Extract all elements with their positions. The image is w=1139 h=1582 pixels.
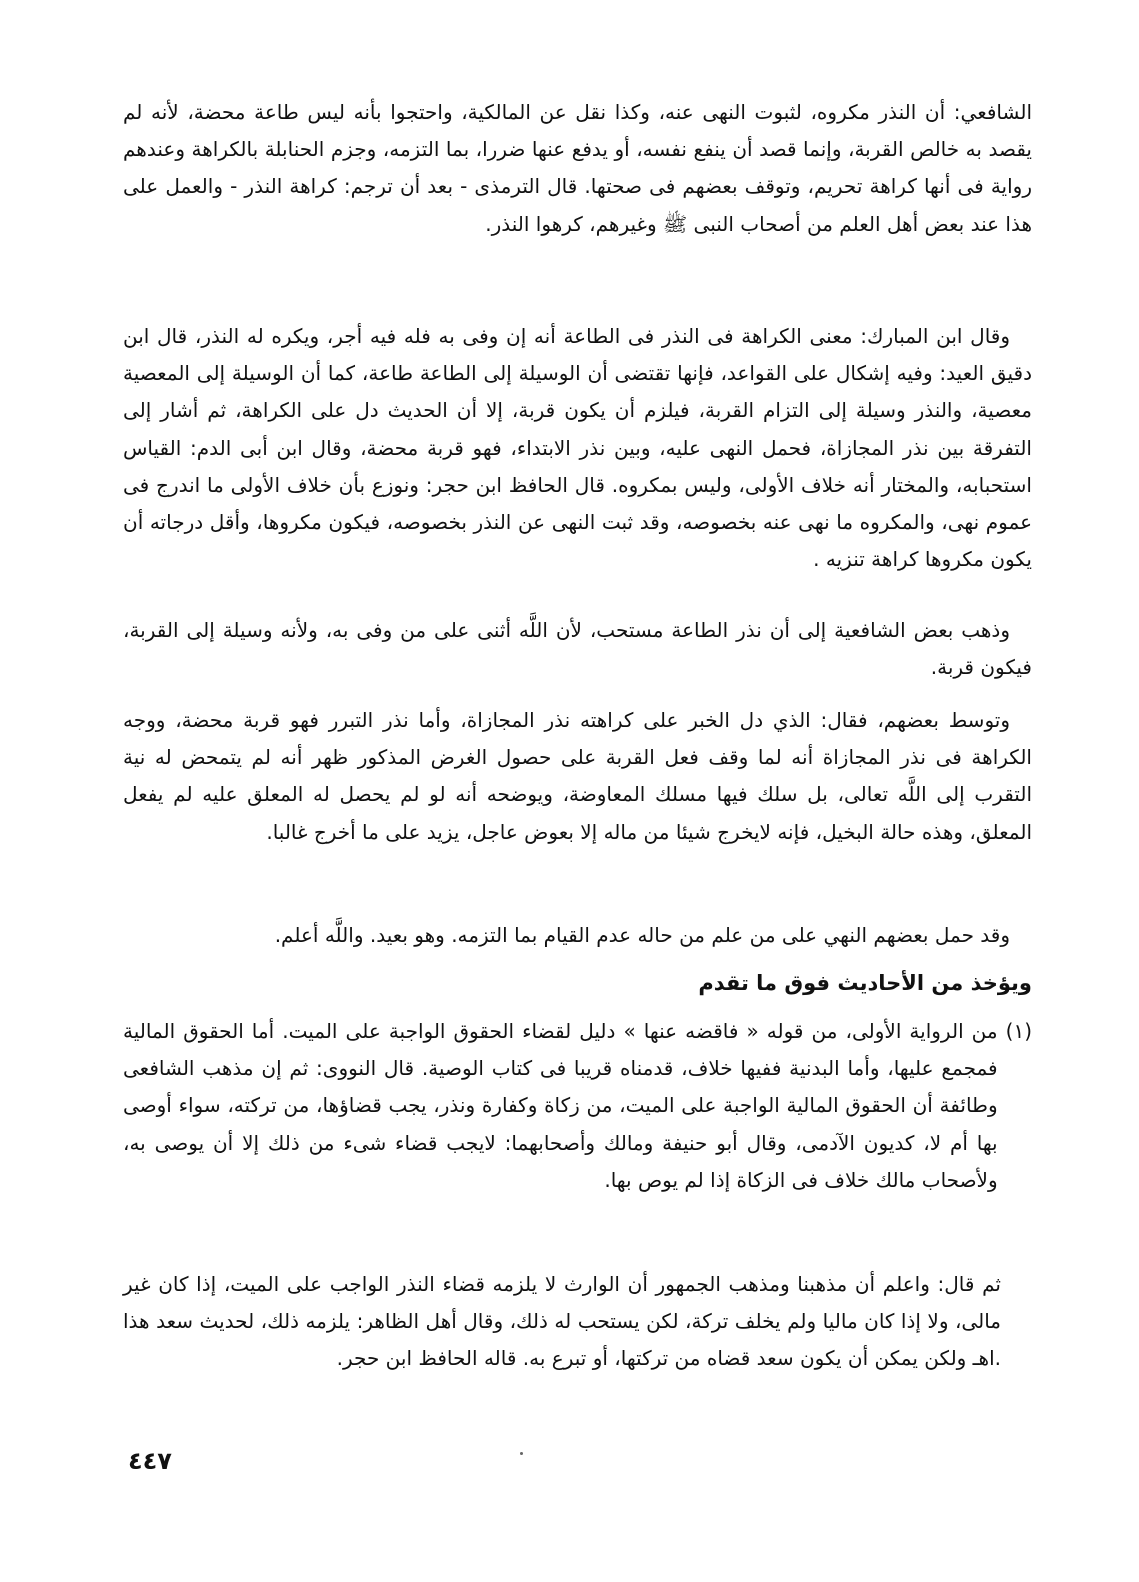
paragraph-3: وذهب بعض الشافعية إلى أن نذر الطاعة مستحب، لأن اللَّه أثنى على من وفى به، ولأنه وسيلة إلى القربة، فيكون قربة. [123, 618, 1032, 680]
paragraph-shafii-opinion [123, 94, 1032, 243]
item-number: (١) [1005, 1019, 1032, 1043]
paragraph-haml-nahy [123, 917, 1032, 954]
paragraph-1: الشافعي: أن النذر مكروه، لثبوت النهى عنه، وكذا نقل عن المالكية، واحتجوا بأنه ليس طاعة محضة، لأنه لم يقصد به خالص القربة، وإنما قصد أن ينفع نفسه، أو يدفع عنها ضررا، بما التزمه، وجزم الحنابلة بالكراهة وعندهم رواية فى أنها كراهة تحريم، وتوقف بعضهم فى صحتها. قال الترمذى - بعد أن ترجم: كراهة النذر - والعمل على هذا عند بعض أهل العلم من أصحاب النبى ﷺ وغيرهم، كرهوا النذر. [123, 100, 1032, 236]
section-heading: ويؤخذ من الأحاديث فوق ما تقدم [698, 971, 1032, 995]
numbered-item-1 [123, 1013, 1032, 1199]
page-number: ٤٤٧ [128, 1447, 172, 1475]
paragraph-shafiiyya-mustahab [123, 612, 1032, 686]
decorative-dot [520, 1452, 523, 1455]
item-text: من الرواية الأولى، من قوله « فاقضه عنها » دليل لقضاء الحقوق الواجبة على الميت. أما الحقوق المالية فمجمع عليها، وأما البدنية ففيها خلاف، قدمناه قريبا فى كتاب الوصية. قال النووى: ثم إن مذهب الشافعى وطائفة أن الحقوق المالية الواجبة على الميت، من زكاة وكفارة ونذر، يجب قضاؤها، من تركته، سواء أوصى بها أم لا، كديون الآدمى، وقال أبو حنيفة ومالك وأصحابهما: لايجب قضاء شىء من ذلك إلا أن يوصى به، ولأصحاب مالك خلاف فى الزكاة إذا لم يوص بها. [123, 1019, 998, 1192]
paragraph-2: وقال ابن المبارك: معنى الكراهة فى النذر فى الطاعة أنه إن وفى به فله فيه أجر، ويكره له النذر، قال ابن دقيق العيد: وفيه إشكال على القواعد، فإنها تقتضى أن الوسيلة إلى الطاعة طاعة، كما أن الوسيلة إلى المعصية معصية، والنذر وسيلة إلى التزام القربة، فيلزم أن يكون قربة، إلا أن الحديث دل على الكراهة، ثم أشار إلى التفرقة بين نذر المجازاة، فحمل النهى عليه، وبين نذر الابتداء، فهو قربة محضة، وقال ابن أبى الدم: القياس استحبابه، والمختار أنه خلاف الأولى، وليس بمكروه. قال الحافظ ابن حجر: ونوزع بأن خلاف الأولى ما اندرج فى عموم نهى، والمكروه ما نهى عنه بخصوصه، وقد ثبت النهى عن النذر بخصوصه، فيكون مكروها، وأقل درجاته أن يكون مكروها كراهة تنزيه . [123, 324, 1032, 572]
paragraph-tawassut [123, 702, 1032, 851]
paragraph-5: وقد حمل بعضهم النهي على من علم من حاله عدم القيام بما التزمه. وهو بعيد. واللَّه أعلم. [274, 923, 1010, 947]
paragraph-final [123, 1266, 1001, 1378]
paragraph-6: ثم قال: واعلم أن مذهبنا ومذهب الجمهور أن الوارث لا يلزمه قضاء النذر الواجب على الميت، إذا كان غير مالى، ولا إذا كان ماليا ولم يخلف تركة، لكن يستحب له ذلك، وقال أهل الظاهر: يلزمه ذلك، لحديث سعد هذا .اهـ ولكن يمكن أن يكون سعد قضاه من تركتها، أو تبرع به. قاله الحافظ ابن حجر. [123, 1272, 1001, 1371]
paragraph-4: وتوسط بعضهم، فقال: الذي دل الخبر على كراهته نذر المجازاة، وأما نذر التبرر فهو قربة محضة، ووجه الكراهة فى نذر المجازاة أنه لما وقف فعل القربة على حصول الغرض المذكور ظهر أنه لم يتمحض له نية التقرب إلى اللَّه تعالى، بل سلك فيها مسلك المعاوضة، ويوضحه أنه لو لم يحصل له المعلق عليه لم يفعل المعلق، وهذه حالة البخيل، فإنه لايخرج شيئا من ماله إلا بعوض عاجل، يزيد على ما أخرج غالبا. [123, 708, 1032, 844]
paragraph-ibn-almubarak [123, 318, 1032, 578]
